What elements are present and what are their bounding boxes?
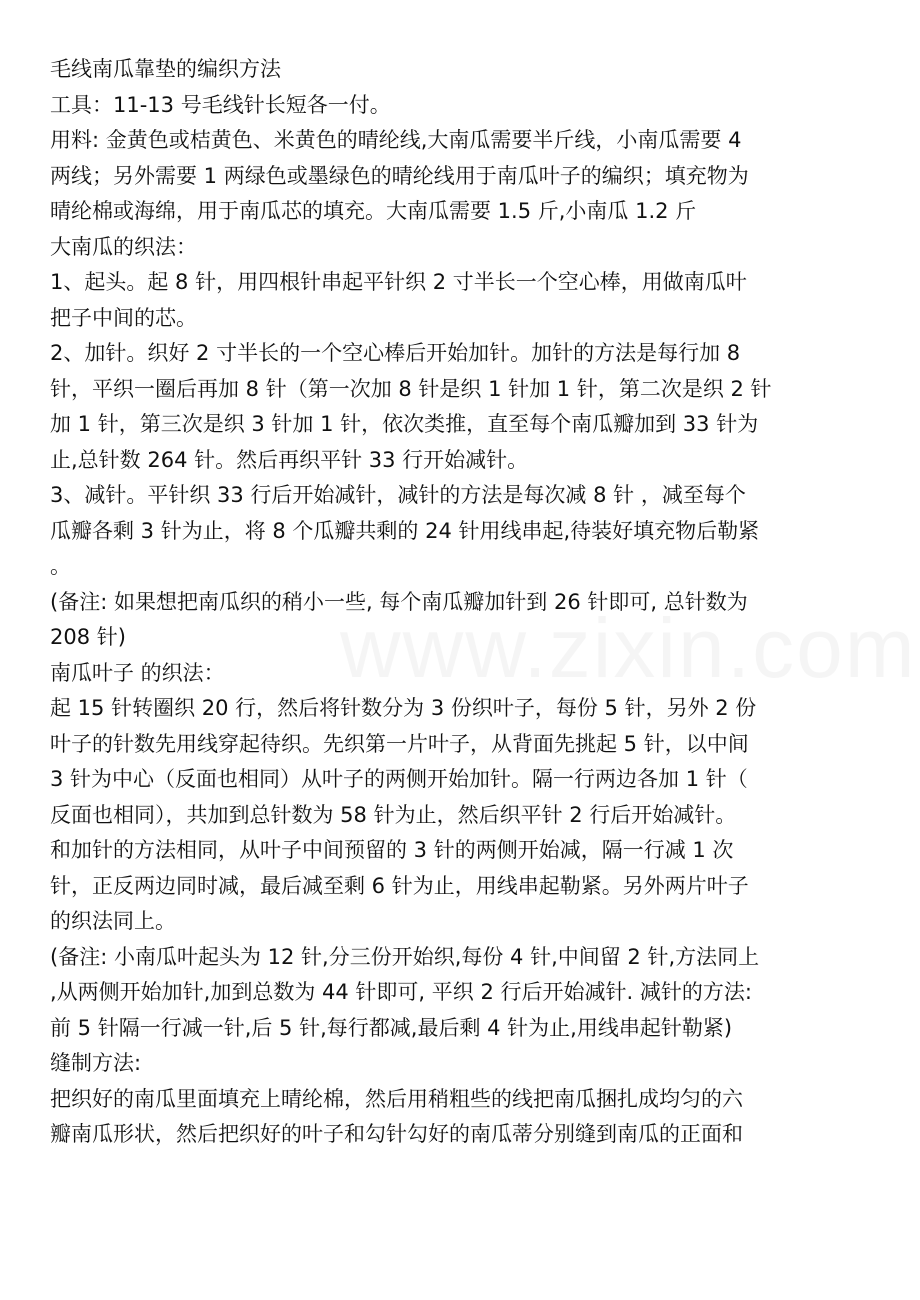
document-body [50,52,885,1153]
text-line: 3 针为中心（反面也相同）从叶子的两侧开始加针。隔一行两边各加 1 针（ [50,767,748,791]
text-line: 3、减针。平针织 33 行后开始减针，减针的方法是每次减 8 针 ，减至每个 [50,483,746,507]
text-line: 把子中间的芯。 [50,305,197,330]
text-line: 加 1 针，第三次是织 3 针加 1 针，依次类推，直至每个南瓜瓣加到 33 针为 [50,412,759,436]
section-heading: 缝制方法: [50,1051,142,1075]
text-line: 针，正反两边同时减，最后减至剩 6 针为止，用线串起勒紧。另外两片叶子 [50,873,749,898]
text-line: 叶子的针数先用线穿起待织。先织第一片叶子，从背面先挑起 5 针，以中间 [50,731,749,756]
text-line: 针，平织一圈后再加 8 针（第一次加 8 针是织 1 针加 1 针，第二次是织 2 针 [50,376,772,401]
text-line: 两线；另外需要 1 两绿色或墨绿色的晴纶线用于南瓜叶子的编织；填充物为 [50,163,749,188]
section-heading: 南瓜叶子 的织法： [50,660,225,685]
text-line: 瓣南瓜形状，然后把织好的叶子和勾针勾好的南瓜蒂分别缝到南瓜的正面和 [50,1122,743,1146]
text-line: 2、加针。织好 2 寸半长的一个空心棒后开始加针。加针的方法是每行加 8 [50,341,741,365]
text-line: 瓜瓣各剩 3 针为止，将 8 个瓜瓣共剩的 24 针用线串起,待装好填充物后勒紧 [50,518,760,543]
document-title: 毛线南瓜靠垫的编织方法 [50,57,281,81]
note-line: 前 5 针隔一行减一针,后 5 针,每行都减,最后剩 4 针为止,用线串起针勒紧) [50,1015,733,1040]
text-line: 和加针的方法相同，从叶子中间预留的 3 针的两侧开始减，隔一行减 1 次 [50,838,734,862]
text-line: 止,总针数 264 针。然后再织平针 33 行开始减针。 [50,447,529,472]
text-line: 起 15 针转圈织 20 行，然后将针数分为 3 份织叶子，每份 5 针，另外 2 份 [50,696,757,720]
note-line: (备注: 小南瓜叶起头为 12 针,分三份开始织,每份 4 针,中间留 2 针,方法同上 [50,944,760,969]
text-line: 反面也相同），共加到总针数为 58 针为止，然后织平针 2 行后开始减针。 [50,802,737,827]
text-line: 把织好的南瓜里面填充上晴纶棉，然后用稍粗些的线把南瓜捆扎成均匀的六 [50,1086,743,1111]
text-line: 。 [50,554,71,578]
section-heading: 大南瓜的织法： [50,234,197,259]
note-line: (备注: 如果想把南瓜织的稍小一些, 每个南瓜瓣加针到 26 针即可, 总针数为 [50,589,748,614]
text-line: 的织法同上。 [50,909,176,933]
text-line: 工具：11-13 号毛线针长短各一付。 [50,92,391,117]
note-line: 208 针) [50,625,126,649]
text-line: 1、起头。起 8 针，用四根针串起平针织 2 寸半长一个空心棒，用做南瓜叶 [50,270,747,294]
note-line: ,从两侧开始加针,加到总数为 44 针即可, 平织 2 行后开始减针. 减针的方法: [50,980,752,1004]
text-line: 用料: 金黄色或桔黄色、米黄色的晴纶线,大南瓜需要半斤线，小南瓜需要 4 [50,128,742,152]
text-line: 晴纶棉或海绵，用于南瓜芯的填充。大南瓜需要 1.5 斤,小南瓜 1.2 斤 [50,199,697,223]
